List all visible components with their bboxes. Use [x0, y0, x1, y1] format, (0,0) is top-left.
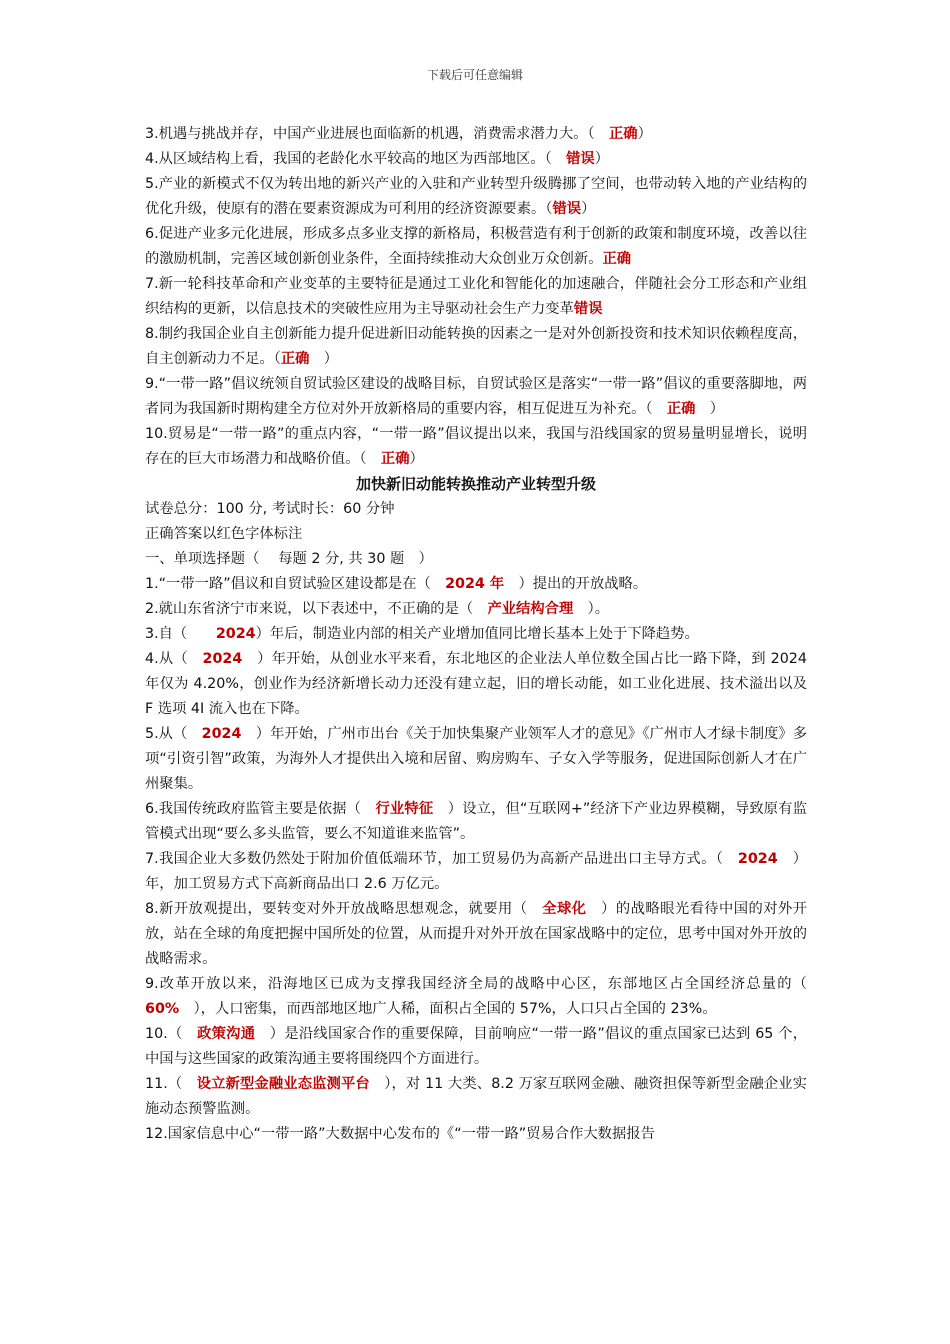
judgement-questions — [145, 122, 807, 472]
answer: 正确 — [602, 251, 632, 267]
question: 11.（ 设立新型金融业态监测平台 ），对 11 大类、8.2 万家互联网金融、融资担保等新型金融企业实施动态预警监测。 — [145, 1076, 807, 1117]
question: 8.新开放观提出，要转变对外开放战略思想观念，就要用（ 全球化 ）的战略眼光看待中国的对外开放，站在全球的角度把握中国所处的位置，从而提升对外开放在国家战略中的定位，思考中国对外开放的战略需求。 — [145, 901, 808, 967]
question: 7.我国企业大多数仍然处于附加价值低端环节，加工贸易仍为高新产品进出口主导方式。（ 2024 ）年，加工贸易方式下高新商品出口 2.6 万亿元。 — [145, 851, 807, 892]
question: 1.“一带一路”倡议和自贸试验区建设都是在（ 2024 年 ）提出的开放战略。 — [145, 576, 648, 592]
question: 9.改革开放以来，沿海地区已成为支撑我国经济全局的战略中心区，东部地区占全国经济总量的（ 60% ），人口密集，而西部地区地广人稀，面积占全国的 57%，人口只占全国的 23%。 — [145, 976, 822, 1017]
choice-questions — [145, 572, 822, 1147]
question: 4.从（ 2024 ）年开始，从创业水平来看，东北地区的企业法人单位数全国占比一路下降，到 2024 年仅为 4.20%，创业作为经济新增长动力还没有建立起，旧的增长动能，如工业化进展、技术溢出以及 F 选项 4I 流入也在下降。 — [145, 651, 807, 717]
question: 2.就山东省济宁市来说，以下表述中，不正确的是（ 产业结构合理 ）。 — [145, 601, 609, 617]
question: 5.产业的新模式不仅为转出地的新兴产业的入驻和产业转型升级腾挪了空间，也带动转入地的产业结构的优化升级，使原有的潜在要素资源成为可利用的经济资源要素。（错误） — [145, 176, 807, 217]
answer: 错误 — [573, 301, 603, 317]
question: 4.从区域结构上看，我国的老龄化水平较高的地区为西部地区。（ 错误） — [145, 151, 609, 167]
question: 3.自（ 2024）年后，制造业内部的相关产业增加值同比增长基本上处于下降趋势。 — [145, 626, 699, 642]
question: 3.机遇与挑战并存，中国产业进展也面临新的机遇，消费需求潜力大。（ 正确） — [145, 126, 652, 142]
document-body — [145, 122, 822, 1147]
question: 6.促进产业多元化进展，形成多点多业支撑的新格局，积极营造有利于创新的政策和制度环境，改善以往的激励机制，完善区域创新创业条件，全面持续推动大众创业万众创新。正确 — [145, 226, 807, 267]
answer: 正确 — [280, 351, 310, 367]
answer: 设立新型金融业态监测平台 — [196, 1076, 370, 1092]
answer: 正确 — [666, 401, 696, 417]
answer: 2024 — [215, 626, 256, 642]
section-heading: 一、单项选择题（ 每题 2 分, 共 30 题 ） — [145, 551, 433, 567]
question: 9.“一带一路”倡议统领自贸试验区建设的战略目标，自贸试验区是落实“一带一路”倡议的重要落脚地，两者同为我国新时期构建全方位对外开放新格局的重要内容，相互促进互为补充。（ 正确 ） — [145, 376, 807, 417]
answer: 正确 — [380, 451, 410, 467]
question: 10.贸易是“一带一路”的重点内容，“一带一路”倡议提出以来，我国与沿线国家的贸易量明显增长，说明存在的巨大市场潜力和战略价值。（ 正确） — [145, 426, 807, 467]
question: 8.制约我国企业自主创新能力提升促进新旧动能转换的因素之一是对外创新投资和技术知识依赖程度高，自主创新动力不足。（正确 ） — [145, 326, 807, 367]
question: 6.我国传统政府监管主要是依据（ 行业特征 ）设立，但“互联网+”经济下产业边界模糊，导致原有监管模式出现“要么多头监管，要么不知道谁来监管”。 — [145, 801, 808, 842]
answer: 2024 年 — [445, 576, 505, 592]
answer: 错误 — [552, 201, 582, 217]
answer: 行业特征 — [375, 801, 434, 817]
question: 5.从（ 2024 ）年开始，广州市出台《关于加快集聚产业领军人才的意见》《广州市人才绿卡制度》多项“引资引智”政策，为海外人才提供出入境和居留、购房购车、子女入学等服务，促进国际创新人才在广州聚集。 — [145, 726, 807, 792]
question: 7.新一轮科技革命和产业变革的主要特征是通过工业化和智能化的加速融合，伴随社会分工形态和产业组织结构的更新，以信息技术的突破性应用为主导驱动社会生产力变革错误 — [145, 276, 807, 317]
answer: 2024 — [737, 851, 778, 867]
answer: 60% — [145, 1001, 180, 1017]
question: 10.（ 政策沟通 ）是沿线国家合作的重要保障，目前响应“一带一路”倡议的重点国家已达到 65 个，中国与这些国家的政策沟通主要将围绕四个方面进行。 — [145, 1026, 808, 1067]
exam-title: 加快新旧动能转换推动产业转型升级 — [355, 475, 596, 493]
exam-meta: 试卷总分：100 分, 考试时长：60 分钟 — [145, 501, 395, 517]
answer: 产业结构合理 — [487, 601, 574, 617]
exam-note: 正确答案以红色字体标注 — [145, 526, 303, 542]
answer: 政策沟通 — [197, 1026, 256, 1042]
page-header: 下载后可任意编辑 — [426, 68, 523, 82]
answer: 全球化 — [542, 901, 587, 917]
question: 12.国家信息中心“一带一路”大数据中心发布的《“一带一路”贸易合作大数据报告 — [145, 1126, 655, 1142]
answer: 错误 — [566, 151, 595, 167]
answer: 2024 — [202, 651, 243, 667]
answer: 正确 — [609, 126, 638, 142]
answer: 2024 — [201, 726, 242, 742]
